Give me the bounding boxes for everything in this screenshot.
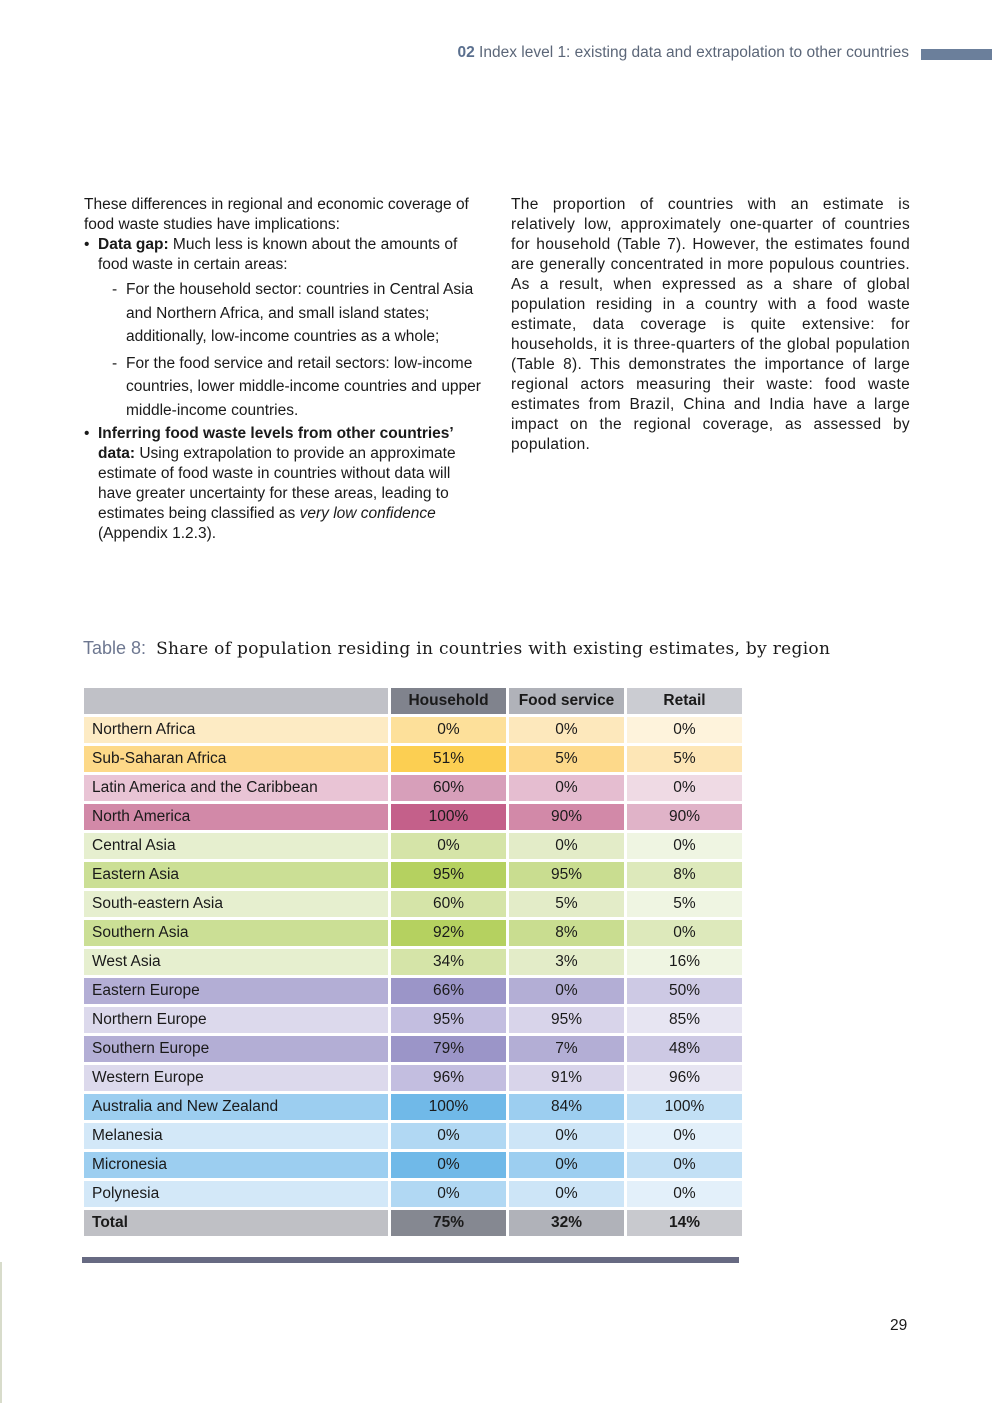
value-cell: 0% <box>509 833 624 859</box>
region-cell: Southern Europe <box>84 1036 388 1062</box>
value-cell: 5% <box>509 891 624 917</box>
region-cell: Southern Asia <box>84 920 388 946</box>
value-cell: 0% <box>509 717 624 743</box>
bullet-data-gap: • Data gap: Much less is known about the amounts of food waste in certain areas: <box>84 236 458 273</box>
table-bottom-rule <box>82 1257 739 1263</box>
table-row <box>84 978 742 1004</box>
value-cell: 7% <box>509 1036 624 1062</box>
value-cell: 90% <box>509 804 624 830</box>
table-row <box>84 1152 742 1178</box>
table-header-row <box>84 688 742 714</box>
region-cell: Eastern Asia <box>84 862 388 888</box>
value-cell: 32% <box>509 1210 624 1236</box>
region-cell: South-eastern Asia <box>84 891 388 917</box>
value-cell: 95% <box>509 1007 624 1033</box>
bullet-end: (Appendix 1.2.3). <box>98 525 217 542</box>
table-row <box>84 775 742 801</box>
value-cell: 0% <box>509 1123 624 1149</box>
value-cell: 95% <box>391 862 506 888</box>
total-row <box>84 1210 742 1236</box>
value-cell: 5% <box>627 746 742 772</box>
sub-text: For the food service and retail sectors: low-income countries, lower middle-income countries and upper middle-income countries. <box>126 354 481 419</box>
intro-text: These differences in regional and economic coverage of food waste studies have implications: <box>84 196 469 233</box>
region-cell: Northern Europe <box>84 1007 388 1033</box>
value-cell: 92% <box>391 920 506 946</box>
table-row <box>84 833 742 859</box>
page-number: 29 <box>890 1317 908 1334</box>
bullet-text: Using extrapolation to provide an approximate estimate of food waste in countries without data will have greater uncertainty for these areas, leading to estimates being classified as <box>98 445 456 522</box>
column-header: Household <box>391 688 506 714</box>
value-cell: 34% <box>391 949 506 975</box>
chapter-title: Index level 1: existing data and extrapolation to other countries <box>479 44 909 61</box>
header-region <box>84 688 388 714</box>
region-cell: North America <box>84 804 388 830</box>
value-cell: 79% <box>391 1036 506 1062</box>
chapter-number: 02 <box>457 44 475 61</box>
value-cell: 100% <box>391 804 506 830</box>
bullet-italic: very low confidence <box>299 505 436 522</box>
table-row <box>84 862 742 888</box>
region-cell: Central Asia <box>84 833 388 859</box>
sub-bullet-household: - For the household sector: countries in Central Asia and Northern Africa, and small island states; additionally, low-income countries as a whole; <box>112 281 474 345</box>
table-row <box>84 1123 742 1149</box>
value-cell: 90% <box>627 804 742 830</box>
value-cell: 0% <box>391 717 506 743</box>
value-cell: 51% <box>391 746 506 772</box>
table-row <box>84 1094 742 1120</box>
right-column <box>511 195 910 455</box>
value-cell: 0% <box>391 1152 506 1178</box>
value-cell: 95% <box>509 862 624 888</box>
value-cell: 100% <box>627 1094 742 1120</box>
region-cell: Latin America and the Caribbean <box>84 775 388 801</box>
bullet-text: Much less is known about the amounts of food waste in certain areas: <box>98 236 458 273</box>
value-cell: 5% <box>627 891 742 917</box>
paragraph: The proportion of countries with an estimate is relatively low, approximately one-quarter of countries for household (Table 7). However, the estimates found are generally concentrated in more populous countries. As a result, when expressed as a share of global population residing in a country with a food waste estimate, data coverage is quite extensive: for households, it is three-quarters of the global population (Table 8). This demonstrates the importance of large regional actors measuring their waste: food waste estimates from Brazil, China and India have a large impact on the regional coverage, as assessed by population. <box>511 196 910 453</box>
sub-bullet-food-service: - For the food service and retail sectors: low-income countries, lower middle-income countries and upper middle-income countries. <box>112 354 481 419</box>
value-cell: 95% <box>391 1007 506 1033</box>
value-cell: 8% <box>627 862 742 888</box>
value-cell: 0% <box>627 1123 742 1149</box>
region-cell: West Asia <box>84 949 388 975</box>
value-cell: 0% <box>509 775 624 801</box>
region-cell: Northern Africa <box>84 717 388 743</box>
bullet-inferring: • Inferring food waste levels from other countries’ data: Using extrapolation to provide an approximate estimate of food waste in countries without data will have greater uncertainty for these areas, leading to estimates being classified as very low confidence (Appendix 1.2.3). <box>84 425 456 542</box>
running-header <box>457 44 909 62</box>
region-cell: Total <box>84 1210 388 1236</box>
value-cell: 48% <box>627 1036 742 1062</box>
region-cell: Polynesia <box>84 1181 388 1207</box>
header-bar <box>921 49 992 60</box>
value-cell: 0% <box>391 1123 506 1149</box>
value-cell: 5% <box>509 746 624 772</box>
table-row <box>84 920 742 946</box>
value-cell: 85% <box>627 1007 742 1033</box>
table-title: Share of population residing in countries with existing estimates, by region <box>156 639 831 659</box>
value-cell: 16% <box>627 949 742 975</box>
value-cell: 100% <box>391 1094 506 1120</box>
value-cell: 96% <box>627 1065 742 1091</box>
value-cell: 50% <box>627 978 742 1004</box>
value-cell: 14% <box>627 1210 742 1236</box>
value-cell: 75% <box>391 1210 506 1236</box>
table-row <box>84 1036 742 1062</box>
value-cell: 0% <box>627 775 742 801</box>
value-cell: 0% <box>509 1152 624 1178</box>
region-cell: Eastern Europe <box>84 978 388 1004</box>
value-cell: 0% <box>627 1152 742 1178</box>
column-header: Retail <box>627 688 742 714</box>
value-cell: 8% <box>509 920 624 946</box>
value-cell: 0% <box>391 1181 506 1207</box>
bullet-bold: Data gap: <box>98 236 169 253</box>
table-row <box>84 717 742 743</box>
value-cell: 0% <box>627 1181 742 1207</box>
table-row <box>84 1065 742 1091</box>
region-cell: Micronesia <box>84 1152 388 1178</box>
value-cell: 0% <box>391 833 506 859</box>
table-row <box>84 949 742 975</box>
value-cell: 60% <box>391 775 506 801</box>
region-cell: Sub-Saharan Africa <box>84 746 388 772</box>
table-label: Table 8: <box>83 638 147 658</box>
value-cell: 96% <box>391 1065 506 1091</box>
value-cell: 84% <box>509 1094 624 1120</box>
value-cell: 0% <box>627 920 742 946</box>
value-cell: 0% <box>509 1181 624 1207</box>
value-cell: 0% <box>627 717 742 743</box>
table-row <box>84 746 742 772</box>
table-row <box>84 891 742 917</box>
value-cell: 0% <box>627 833 742 859</box>
page-edge <box>0 1262 2 1403</box>
table-row <box>84 804 742 830</box>
coverage-table <box>81 685 745 1239</box>
sub-text: For the household sector: countries in Central Asia and Northern Africa, and small island states; additionally, low-income countries as a whole; <box>126 281 474 345</box>
value-cell: 91% <box>509 1065 624 1091</box>
table-row <box>84 1007 742 1033</box>
bullet-bold: Inferring food waste levels from other countries’ data: <box>98 425 453 462</box>
region-cell: Western Europe <box>84 1065 388 1091</box>
value-cell: 60% <box>391 891 506 917</box>
region-cell: Melanesia <box>84 1123 388 1149</box>
left-column <box>84 195 483 544</box>
table-caption <box>83 638 830 659</box>
value-cell: 0% <box>509 978 624 1004</box>
column-header: Food service <box>509 688 624 714</box>
table-row <box>84 1181 742 1207</box>
region-cell: Australia and New Zealand <box>84 1094 388 1120</box>
value-cell: 66% <box>391 978 506 1004</box>
value-cell: 3% <box>509 949 624 975</box>
